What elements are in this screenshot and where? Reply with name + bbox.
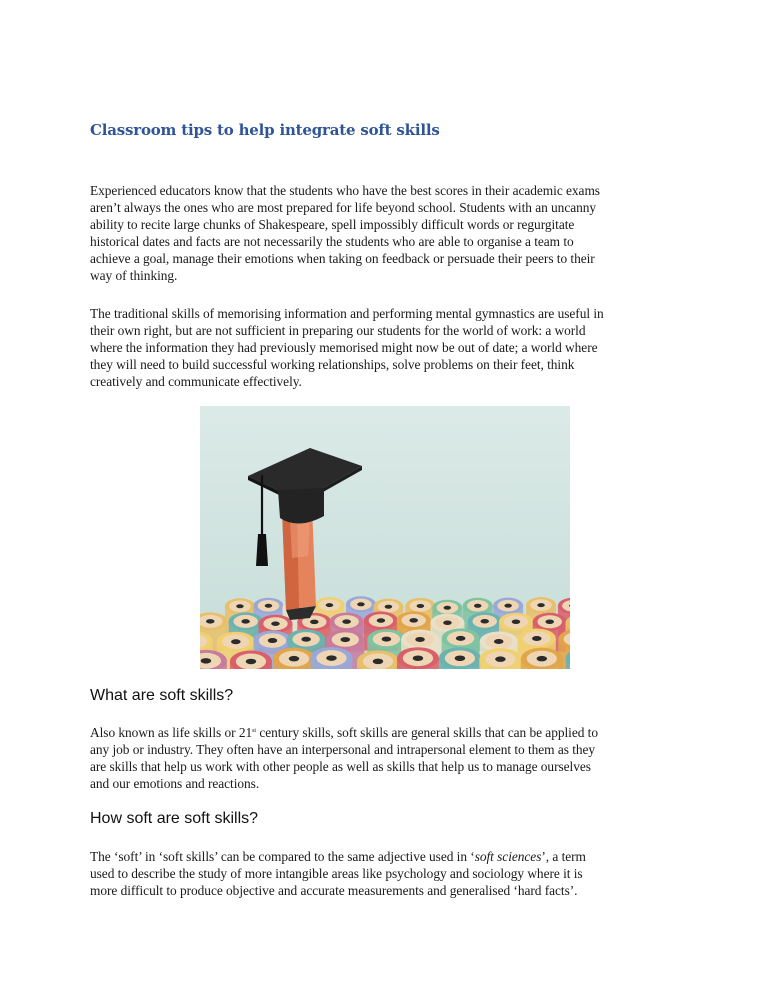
pencil-lead xyxy=(456,636,466,641)
pencil-lead xyxy=(357,602,365,606)
intro-line: historical dates and facts are not necessarily the students who are able to organise a team to xyxy=(90,234,574,249)
how-line-text: ’, a term xyxy=(541,849,586,864)
pencil-lead xyxy=(537,603,545,607)
intro-line: way of thinking. xyxy=(90,268,178,283)
traditional-line: The traditional skills of memorising information and performing mental gymnastics are useful in xyxy=(90,306,604,321)
pencil-lead xyxy=(201,658,212,664)
how-line: more difficult to produce objective and accurate measurements and generalised ‘hard facts’. xyxy=(90,883,578,898)
intro-line: ability to recite large chunks of Shakespeare, spell impossibly difficult words or regurgitate xyxy=(90,217,575,232)
pencil-lead xyxy=(504,604,512,608)
pencil-lead xyxy=(444,606,452,610)
pencil-lead xyxy=(512,620,521,625)
pencil-lead xyxy=(455,656,466,662)
intro-line: Experienced educators know that the students who have the best scores in their academic exams xyxy=(90,183,600,198)
pencil-lead xyxy=(382,637,392,642)
traditional-skills-paragraph xyxy=(90,305,680,390)
pencil-lead xyxy=(537,656,548,662)
pencil-lead xyxy=(326,603,334,607)
what-are-soft-skills-heading: What are soft skills? xyxy=(90,687,234,704)
soft-sciences-emphasis: soft sciences xyxy=(474,849,542,864)
image-illustration xyxy=(200,406,570,669)
pencil-lead xyxy=(271,621,280,626)
what-are-soft-skills-paragraph xyxy=(90,724,680,792)
what-line: any job or industry. They often have an interpersonal and intrapersonal element to them as they xyxy=(90,742,596,757)
pencil-lead xyxy=(495,656,506,662)
graduation-cap-pencils-image xyxy=(200,406,570,669)
pencil-field xyxy=(200,596,570,669)
pencil-lead xyxy=(480,619,489,624)
pencil-lead xyxy=(417,604,425,608)
pencil-lead xyxy=(265,604,273,608)
pencil-lead xyxy=(241,619,250,624)
pencil-lead xyxy=(301,637,311,642)
superscript-st: st xyxy=(252,728,257,734)
pencil-lead xyxy=(231,639,241,644)
what-line xyxy=(90,724,680,741)
traditional-line: where the information they had previously memorised might now be out of date; a world where xyxy=(90,340,598,355)
what-line-text: Also known as life skills or 21 xyxy=(90,725,253,740)
what-line-text: century skills, soft skills are general skills that can be applied to xyxy=(256,725,598,740)
pencil-lead xyxy=(532,636,542,641)
pencil-lead xyxy=(443,620,452,625)
pencil-lead xyxy=(409,618,418,623)
pencil-lead xyxy=(289,656,300,662)
pencil-lead xyxy=(236,604,244,608)
traditional-line: creatively and communicate effectively. xyxy=(90,374,302,389)
how-line-text: The ‘soft’ in ‘soft skills’ can be compared to the same adjective used in ‘ xyxy=(90,849,475,864)
pencil-lead xyxy=(268,638,278,643)
document-title: Classroom tips to help integrate soft skills xyxy=(90,121,440,139)
pencil-lead xyxy=(545,620,554,625)
traditional-line: their own right, but are not sufficient in preparing our students for the world of work: a world xyxy=(90,323,586,338)
pencil-lead xyxy=(413,655,424,661)
intro-paragraph xyxy=(90,182,680,284)
pencil-lead xyxy=(341,637,351,642)
pencil-lead xyxy=(474,604,482,608)
how-line: used to describe the study of more intangible areas like psychology and sociology where it is xyxy=(90,866,583,881)
pencil-lead xyxy=(385,605,393,609)
traditional-line: they will need to build successful working relationships, solve problems on their feet, think xyxy=(90,357,575,372)
pencil-lead xyxy=(246,659,257,665)
pencil-lead xyxy=(326,655,337,661)
pencil-lead xyxy=(377,618,386,623)
pencil-lead xyxy=(373,659,384,665)
pencil-lead xyxy=(310,620,319,625)
how-soft-are-soft-skills-heading: How soft are soft skills? xyxy=(90,810,259,827)
pencil-lead xyxy=(206,619,215,624)
pencil-lead xyxy=(342,619,351,624)
intro-line: aren’t always the ones who are most prepared for life beyond school. Students with an uncanny xyxy=(90,200,597,215)
pencil-lead xyxy=(415,637,425,642)
intro-line: achieve a goal, manage their emotions when taking on feedback or persuade their peers to their xyxy=(90,251,595,266)
how-soft-paragraph xyxy=(90,848,680,899)
what-line: are skills that help us work with other people as well as skills that help us to manage ourselves xyxy=(90,759,591,774)
how-line xyxy=(90,848,680,865)
what-line: and our emotions and reactions. xyxy=(90,776,260,791)
pencil-lead xyxy=(494,639,504,644)
